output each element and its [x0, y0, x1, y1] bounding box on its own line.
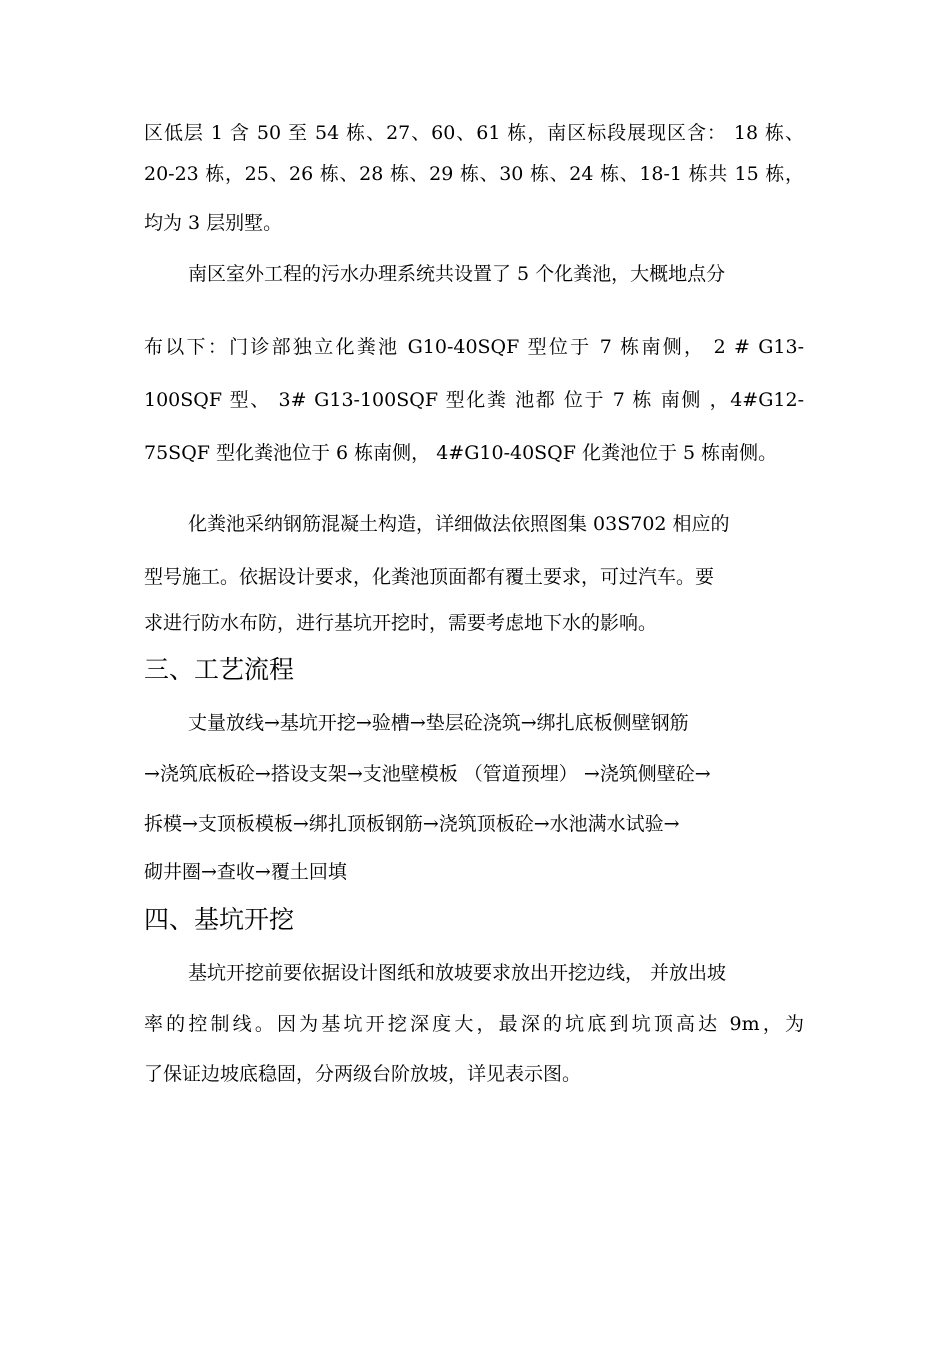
- paragraph-2-line-1: 南区室外工程的污水办理系统共设置了 5 个化粪池，大概地点分: [188, 263, 726, 285]
- paragraph-2-line-3: 100SQF 型、 3# G13-100SQF 型化粪 池都 位于 7 栋 南侧 ，4#G12-: [144, 389, 804, 411]
- paragraph-1-line-3: 均为 3 层别墅。: [144, 212, 283, 234]
- section-4-line-1: 基坑开挖前要依据设计图纸和放坡要求放出开挖边线， 并放出坡: [188, 962, 727, 984]
- section-4-line-3: 了保证边坡底稳固，分两级台阶放坡，详见表示图。: [144, 1063, 582, 1085]
- section-3-heading: 三、工艺流程: [144, 655, 295, 684]
- section-3-line-1: 丈量放线→基坑开挖→验槽→垫层砼浇筑→绑扎底板侧壁钢筋: [188, 712, 689, 734]
- paragraph-3-line-2: 型号施工。依据设计要求，化粪池顶面都有覆土要求，可过汽车。要: [144, 566, 715, 588]
- section-4-heading: 四、基坑开挖: [144, 905, 295, 934]
- paragraph-2-line-4: 75SQF 型化粪池位于 6 栋南侧， 4#G10-40SQF 化粪池位于 5 栋南侧。: [144, 442, 778, 464]
- section-4-line-2: 率的控制线。因为基坑开挖深度大，最深的坑底到坑顶高达 9m，为: [144, 1013, 804, 1035]
- section-3-line-2: →浇筑底板砼→搭设支架→支池壁模板 （管道预埋） →浇筑侧壁砼→: [144, 763, 711, 785]
- paragraph-3-line-1: 化粪池采纳钢筋混凝土构造，详细做法依照图集 03S702 相应的: [188, 513, 730, 535]
- section-3-line-4: 砌井圈→查收→覆土回填: [144, 861, 347, 883]
- paragraph-1-line-2: 20-23 栋，25、26 栋、28 栋、29 栋、30 栋、24 栋、18-1 栋共 15 栋，: [144, 163, 804, 185]
- paragraph-2-line-2: 布以下：门诊部独立化粪池 G10-40SQF 型位于 7 栋南侧， 2 # G13-: [144, 336, 804, 358]
- section-3-line-3: 拆模→支顶板模板→绑扎顶板钢筋→浇筑顶板砼→水池满水试验→: [144, 813, 680, 835]
- paragraph-1-line-1: 区低层 1 含 50 至 54 栋、27、60、61 栋，南区标段展现区含： 18 栋、: [144, 122, 804, 144]
- paragraph-3-line-3: 求进行防水布防，进行基坑开挖时，需要考虑地下水的影响。: [144, 612, 658, 634]
